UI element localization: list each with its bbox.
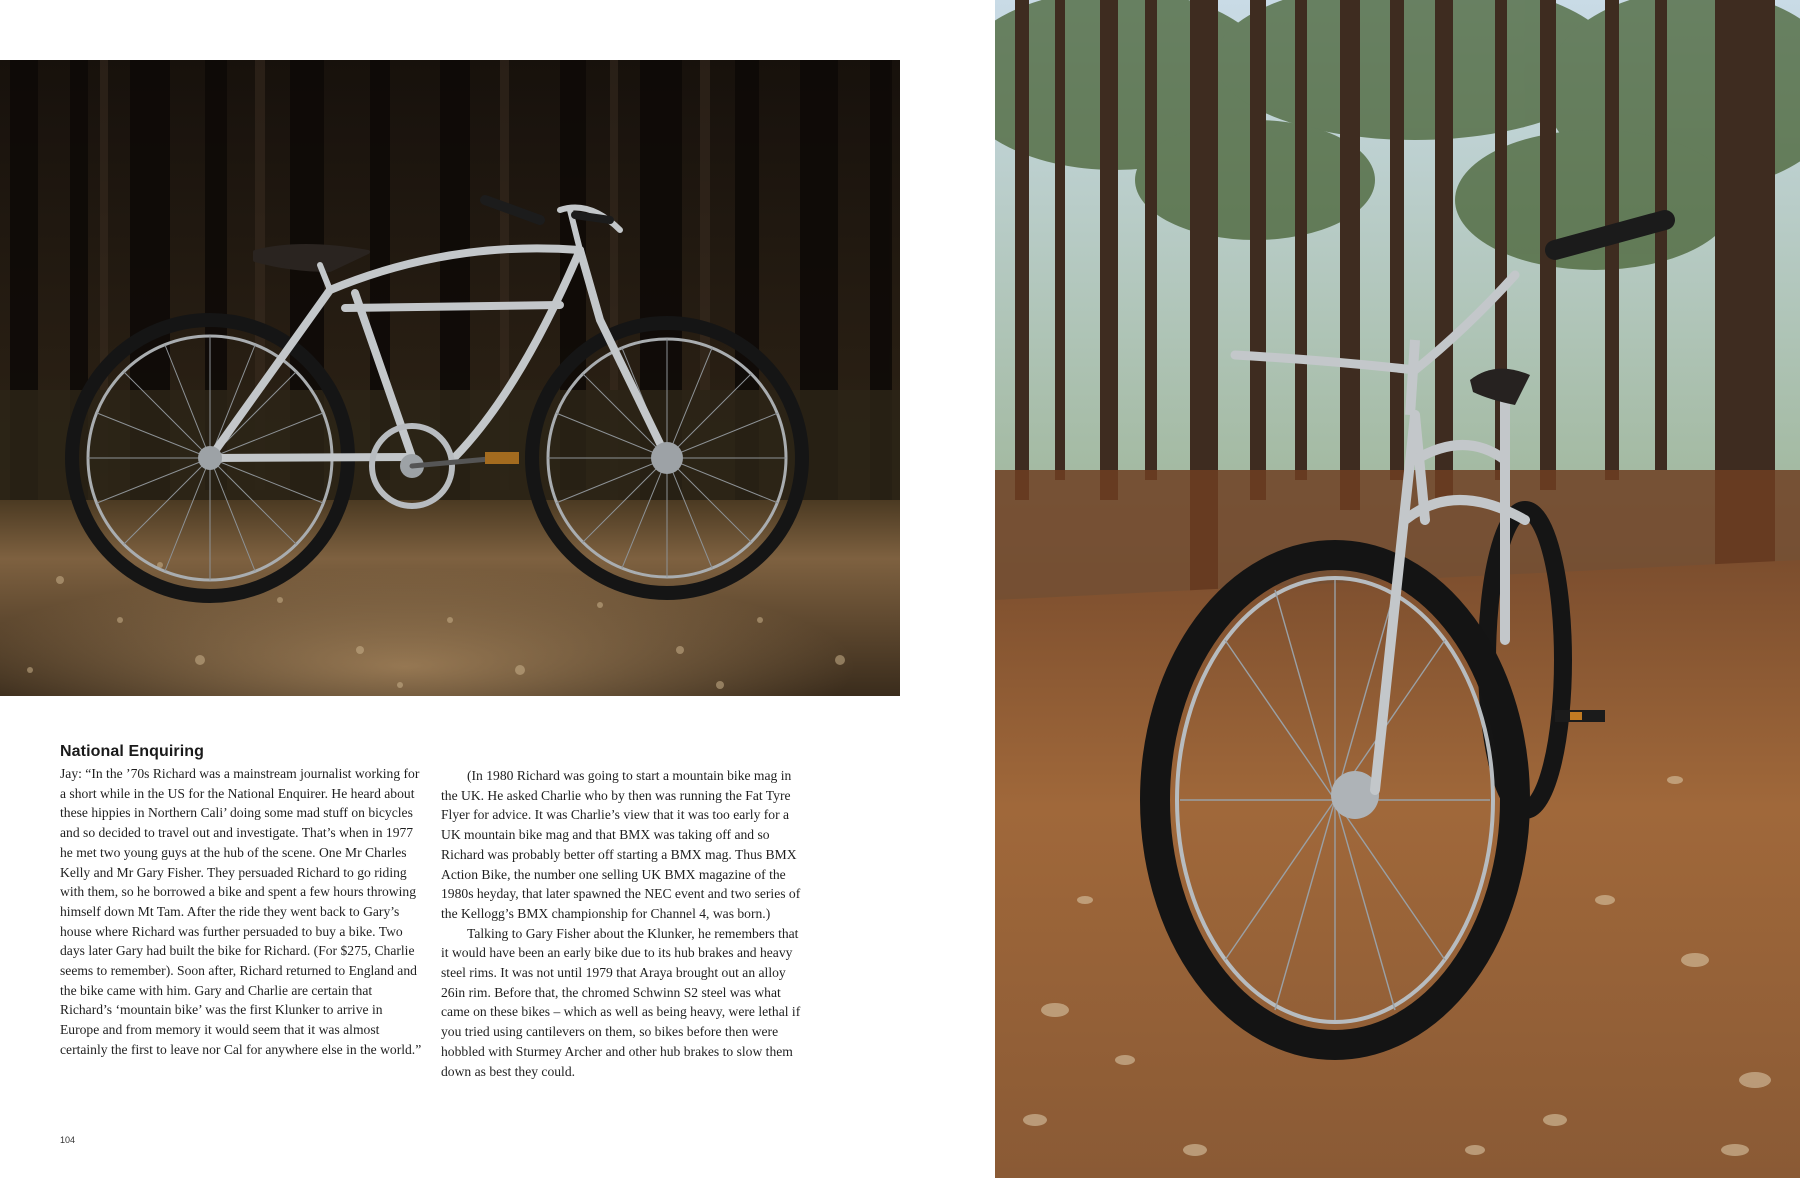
column-1-paragraph: Jay: “In the ’70s Richard was a mainstream journalist working for a short while in the US for the National Enquirer. He heard about these hippies in Northern Cali’ doing some mad stuff on bicycles and so decided to travel out and investigate. That’s when in 1977 he met two young guys at the hub of the scene. One Mr Charles Kelly and Mr Gary Fisher. They persuaded Richard to go riding with them, so he borrowed a bike and spent a few hours throwing himself down Mt Tam. After the ride they went back to Gary’s house where Richard was further persuaded to buy a bike. Two days later Gary had built the bike for Richard. (For $275, Charlie seems to remember). Soon after, Richard returned to England and the bike came with him. Gary and Charlie are certain that Richard’s ‘mountain bike’ was the first Klunker to arrive in Europe and from memory it would seem that it was almost certainly the first to leave nor Cal for anywhere else in the world.” (60, 766, 422, 1057)
page-number: 104 (60, 1135, 76, 1145)
bicycle-front-view-photo (995, 0, 1800, 1178)
article-heading: National Enquiring (60, 743, 205, 760)
article-column-2 (441, 766, 806, 1081)
column-2-paragraph-2: Talking to Gary Fisher about the Klunker, he remembers that it would have been an early bike due to its hub brakes and heavy steel rims. It was not until 1979 that Araya brought out an alloy 26in rim. Before that, the chromed Schwinn S2 steel was what came on these bikes – which as well as being heavy, were lethal if you tried using cantilevers on them, so bikes before then were hobbled with Sturmey Archer and other hub brakes to slow them down as best they could. (441, 925, 801, 1079)
article-column-1 (60, 764, 425, 1060)
bicycle-side-view-photo (0, 60, 900, 696)
column-2-paragraph-1: (In 1980 Richard was going to start a mountain bike mag in the UK. He asked Charlie who by then was running the Fat Tyre Flyer for advice. It was Charlie’s view that it was too early for a UK mountain bike mag and that BMX was taking off and so Richard was probably better off starting a BMX mag. Thus BMX Action Bike, the number one selling UK BMX magazine of the 1980s heyday, that later spawned the NEC event and two series of the Kellogg’s BMX championship for Channel 4, was born.) (441, 768, 801, 921)
